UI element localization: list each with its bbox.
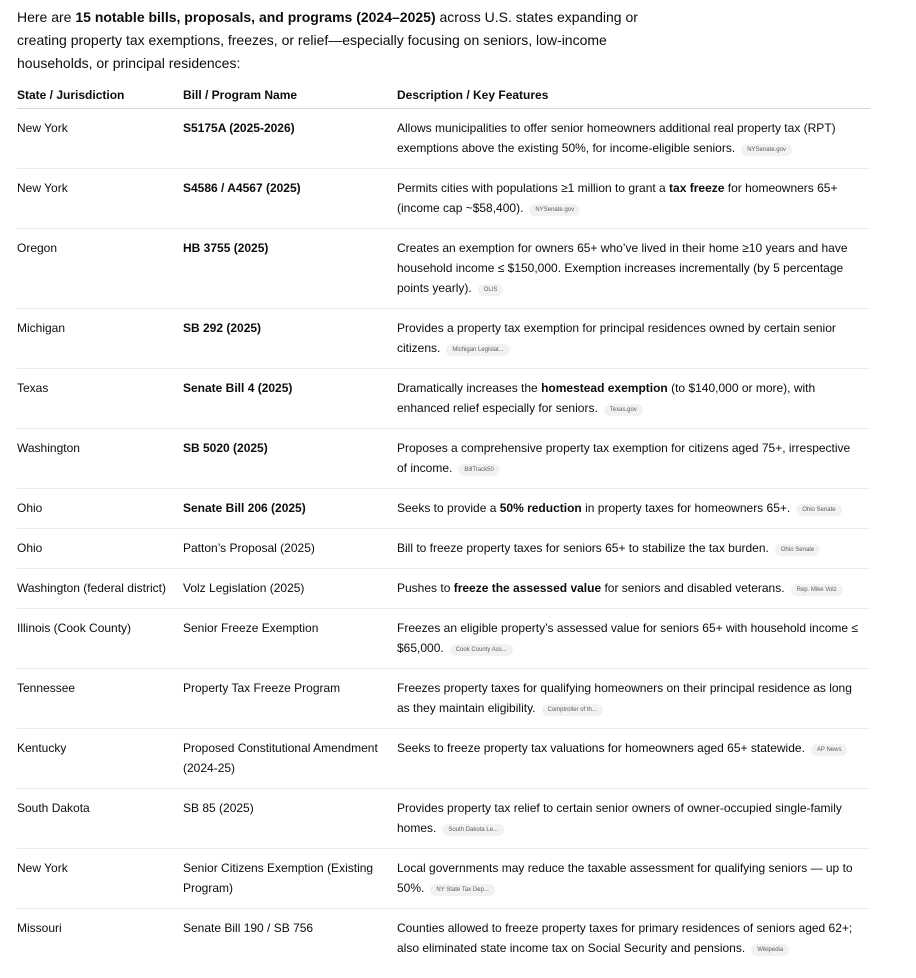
description-text: Creates an exemption for owners 65+ who’ve lived in their home ≥10 years and have household income ≤ $150,000. Exemption increases incrementally (by 5 percentage points yearly).	[397, 241, 848, 295]
table-row	[17, 669, 870, 729]
cell-bill	[183, 429, 397, 489]
source-citation-pill[interactable]: NYSenate.gov	[529, 204, 580, 216]
cell-state: Washington (federal district)	[17, 569, 183, 609]
table-row	[17, 849, 870, 909]
cell-bill	[183, 489, 397, 529]
source-citation-pill[interactable]: AP News	[811, 744, 848, 756]
description-text: Provides a property tax exemption for principal residences owned by certain senior citizens.	[397, 321, 836, 355]
cell-description	[397, 169, 870, 229]
table-header-row	[17, 84, 870, 109]
cell-bill	[183, 369, 397, 429]
table-row	[17, 729, 870, 789]
header-bill: Bill / Program Name	[183, 84, 397, 109]
source-citation-pill[interactable]: OLIS	[478, 284, 504, 296]
cell-bill	[183, 109, 397, 169]
cell-state: South Dakota	[17, 789, 183, 849]
cell-description	[397, 849, 870, 909]
intro-bold-text: 15 notable bills, proposals, and programs (2024–2025)	[75, 9, 436, 25]
cell-state: Texas	[17, 369, 183, 429]
cell-bill	[183, 309, 397, 369]
table-row	[17, 309, 870, 369]
cell-description	[397, 229, 870, 309]
intro-paragraph	[17, 6, 677, 75]
cell-state: Oregon	[17, 229, 183, 309]
bill-name: Senate Bill 206 (2025)	[183, 501, 306, 515]
bill-name: S4586 / A4567 (2025)	[183, 181, 301, 195]
description-text: for seniors and disabled veterans.	[601, 581, 785, 595]
cell-description	[397, 669, 870, 729]
table-row	[17, 569, 870, 609]
cell-bill: Patton’s Proposal (2025)	[183, 529, 397, 569]
description-text: Seeks to freeze property tax valuations for homeowners aged 65+ statewide.	[397, 741, 805, 755]
bill-name: Senate Bill 4 (2025)	[183, 381, 293, 395]
cell-bill: Property Tax Freeze Program	[183, 669, 397, 729]
description-bold-text: freeze the assessed value	[453, 581, 602, 595]
bill-name: SB 292 (2025)	[183, 321, 262, 335]
bill-name: HB 3755 (2025)	[183, 241, 269, 255]
cell-state: New York	[17, 849, 183, 909]
source-citation-pill[interactable]: Ohio Senate	[775, 544, 820, 556]
bills-table	[17, 84, 870, 968]
table-row	[17, 369, 870, 429]
cell-description	[397, 489, 870, 529]
intro-text-start: Here are	[17, 9, 76, 25]
intro-text-end: across U.S. states expanding or creating property tax exemptions, freezes, or relief—especially focusing on seniors, low-income households, or principal residences:	[17, 9, 638, 71]
cell-description	[397, 729, 870, 789]
table-row	[17, 489, 870, 529]
description-bold-text: 50% reduction	[499, 501, 582, 515]
table-row	[17, 529, 870, 569]
table-row	[17, 909, 870, 969]
source-citation-pill[interactable]: Michigan Legislat...	[446, 344, 509, 356]
cell-bill: Volz Legislation (2025)	[183, 569, 397, 609]
cell-description	[397, 109, 870, 169]
cell-description	[397, 909, 870, 969]
description-text: Permits cities with populations ≥1 million to grant a	[397, 181, 670, 195]
cell-bill	[183, 169, 397, 229]
description-text: (to $140,000 or more), with enhanced relief especially for seniors.	[397, 381, 816, 415]
table-row	[17, 109, 870, 169]
cell-description	[397, 529, 870, 569]
cell-state: New York	[17, 169, 183, 229]
cell-description	[397, 309, 870, 369]
cell-state: Missouri	[17, 921, 62, 935]
cell-description	[397, 429, 870, 489]
source-citation-pill[interactable]: Rep. Mike Volz	[791, 584, 843, 596]
cell-state: Kentucky	[17, 729, 183, 789]
description-text: for homeowners 65+ (income cap ~$58,400).	[397, 181, 838, 215]
source-citation-pill[interactable]: South Dakota Le...	[442, 824, 504, 836]
source-citation-pill[interactable]: Wikipedia	[751, 944, 789, 956]
description-text: Local governments may reduce the taxable assessment for qualifying seniors — up to 50%.	[397, 861, 853, 895]
description-text: Seeks to provide a	[397, 501, 500, 515]
cell-bill: Proposed Constitutional Amendment (2024-25)	[183, 729, 397, 789]
cell-description	[397, 789, 870, 849]
cell-bill: SB 85 (2025)	[183, 789, 397, 849]
table-row	[17, 169, 870, 229]
cell-bill	[183, 229, 397, 309]
description-text: Bill to freeze property taxes for seniors 65+ to stabilize the tax burden.	[397, 541, 769, 555]
source-citation-pill[interactable]: Cook County Ass...	[450, 644, 513, 656]
description-text: Pushes to	[397, 581, 454, 595]
table-row	[17, 429, 870, 489]
cell-bill: Senate Bill 190 / SB 756	[183, 921, 314, 935]
cell-state: Michigan	[17, 309, 183, 369]
description-text: Freezes an eligible property’s assessed value for seniors 65+ with household income ≤ $65,000.	[397, 621, 858, 655]
description-bold-text: tax freeze	[669, 181, 725, 195]
cell-description	[397, 609, 870, 669]
description-text: Dramatically increases the	[397, 381, 542, 395]
cell-state: Washington	[17, 429, 183, 489]
table-row	[17, 789, 870, 849]
cell-state: Tennessee	[17, 669, 183, 729]
cell-state: Ohio	[17, 489, 183, 529]
table-row	[17, 609, 870, 669]
source-citation-pill[interactable]: Texas.gov	[604, 404, 643, 416]
table-body	[17, 109, 870, 969]
cell-state: Illinois (Cook County)	[17, 609, 183, 669]
cell-bill: Senior Citizens Exemption (Existing Program)	[183, 849, 397, 909]
source-citation-pill[interactable]: NYSenate.gov	[741, 144, 792, 156]
cell-state: Ohio	[17, 529, 183, 569]
description-text: in property taxes for homeowners 65+.	[581, 501, 791, 515]
source-citation-pill[interactable]: Ohio Senate	[796, 504, 841, 516]
bill-name: S5175A (2025-2026)	[183, 121, 295, 135]
description-text: Counties allowed to freeze property taxes for primary residences of seniors aged 62+; also eliminated state income tax on Social Security and pensions.	[397, 921, 853, 955]
bill-name: SB 5020 (2025)	[183, 441, 268, 455]
description-text: Allows municipalities to offer senior homeowners additional real property tax (RPT) exemptions above the existing 50%, for income-eligible seniors.	[397, 121, 836, 155]
description-text: Freezes property taxes for qualifying homeowners on their principal residence as long as they maintain eligibility.	[397, 681, 852, 715]
cell-state: New York	[17, 109, 183, 169]
source-citation-pill[interactable]: NY State Tax Dep...	[430, 884, 494, 896]
cell-description	[397, 569, 870, 609]
cell-description	[397, 369, 870, 429]
description-bold-text: homestead exemption	[541, 381, 668, 395]
source-citation-pill[interactable]: Comptroller of th...	[542, 704, 603, 716]
header-state: State / Jurisdiction	[17, 84, 183, 109]
description-text: Provides property tax relief to certain senior owners of owner-occupied single-family homes.	[397, 801, 842, 835]
cell-bill: Senior Freeze Exemption	[183, 609, 397, 669]
table-row	[17, 229, 870, 309]
description-text: Proposes a comprehensive property tax exemption for citizens aged 75+, irrespective of income.	[397, 441, 851, 475]
source-citation-pill[interactable]: BillTrack50	[458, 464, 499, 476]
header-description: Description / Key Features	[397, 84, 870, 109]
